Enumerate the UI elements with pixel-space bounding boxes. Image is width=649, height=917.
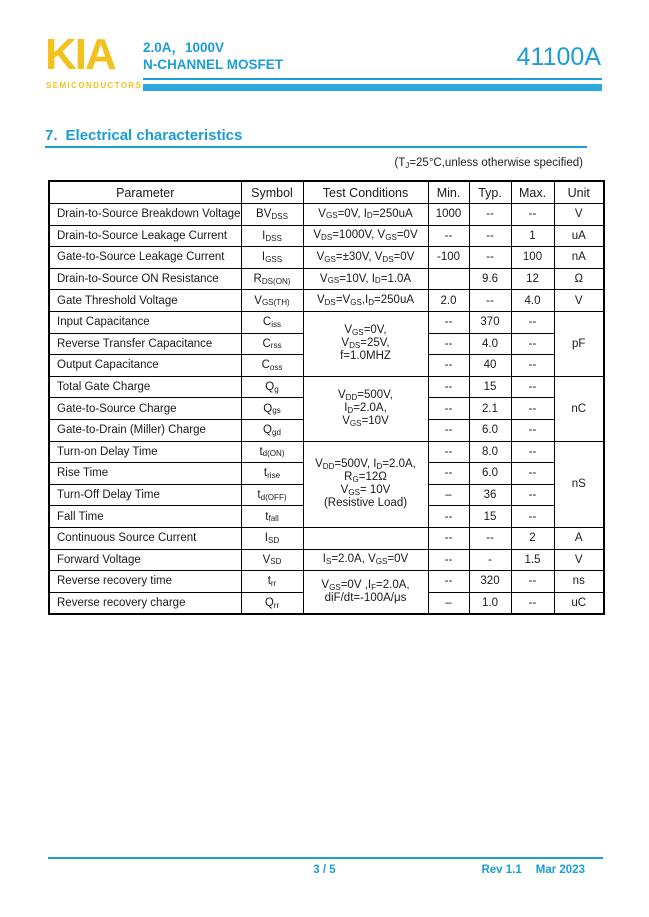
min-cell: -- [428, 225, 469, 247]
symbol-cell: $t_{rise}$ [241, 463, 303, 485]
part-number: 41100A [516, 43, 601, 71]
section-title [45, 127, 242, 144]
typ-cell: 6.0 [469, 463, 511, 485]
typ-cell: -- [469, 225, 511, 247]
parameter-cell: Gate-to-Drain (Miller) Charge [49, 419, 241, 441]
parameter-cell: Turn-Off Delay Time [49, 484, 241, 506]
min-cell: – [428, 484, 469, 506]
min-cell: -- [428, 311, 469, 333]
parameter-cell: Drain-to-Source ON Resistance [49, 268, 241, 290]
symbol-cell: $t_{d(ON)}$ [241, 441, 303, 463]
table-row [49, 549, 604, 571]
min-cell: -- [428, 376, 469, 398]
parameter-cell: Rise Time [49, 463, 241, 485]
min-cell: -- [428, 506, 469, 528]
min-cell: 2.0 [428, 290, 469, 312]
symbol-cell: $t_{fall}$ [241, 506, 303, 528]
conditions-cell: $V_{DD}=500V$, $I_D=2.0A$, $V_{GS}=10V$ [303, 376, 428, 441]
parameter-cell: Output Capacitance [49, 355, 241, 377]
min-cell: – [428, 592, 469, 614]
logo-subtitle: SEMICONDUCTORS [46, 81, 143, 90]
table-row [49, 376, 604, 398]
symbol-cell: $I_{GSS}$ [241, 247, 303, 269]
typ-cell: 4.0 [469, 333, 511, 355]
section-title-text: Electrical characteristics [65, 127, 243, 144]
header-rule-thin [143, 78, 602, 80]
typ-cell: 320 [469, 571, 511, 593]
unit-cell: uC [554, 592, 604, 614]
conditions-cell: $V_{DS}=V_{GS},I_D=250uA$ [303, 290, 428, 312]
conditions-cell: $V_{GS}=\pm 30V$, $V_{DS}=0V$ [303, 247, 428, 269]
unit-cell: V [554, 549, 604, 571]
kia-logo: KIA [45, 30, 115, 79]
unit-cell: pF [554, 311, 604, 376]
column-header-typ: Typ. [469, 181, 511, 204]
parameter-cell: Input Capacitance [49, 311, 241, 333]
conditions-cell: $I_S=2.0A$, $V_{GS}=0V$ [303, 549, 428, 571]
product-description [143, 39, 283, 73]
min-cell: 1000 [428, 204, 469, 226]
conditions-cell: $V_{GS}=0V$ $,I_F=2.0A$, diF/dt=-100A/μs [303, 571, 428, 615]
typ-cell: -- [469, 527, 511, 549]
min-cell: -- [428, 419, 469, 441]
parameter-cell: Continuous Source Current [49, 527, 241, 549]
typ-cell: 40 [469, 355, 511, 377]
min-cell: -- [428, 549, 469, 571]
revision-date: Mar 2023 [535, 864, 585, 876]
typ-cell: - [469, 549, 511, 571]
header-rule-thick [143, 84, 602, 91]
column-header-test-conditions: Test Conditions [303, 181, 428, 204]
typ-cell: -- [469, 204, 511, 226]
typ-cell: 370 [469, 311, 511, 333]
min-cell: -- [428, 463, 469, 485]
conditions-cell: $V_{GS}=0V$, $V_{DS}=25V$, f=1.0MHZ [303, 311, 428, 376]
column-header-unit: Unit [554, 181, 604, 204]
product-rating: 2.0A，1000V [143, 40, 225, 55]
max-cell: 100 [511, 247, 554, 269]
max-cell: -- [511, 398, 554, 420]
max-cell: -- [511, 484, 554, 506]
parameter-cell: Gate-to-Source Leakage Current [49, 247, 241, 269]
typ-cell: 15 [469, 506, 511, 528]
min-cell: -- [428, 355, 469, 377]
symbol-cell: $Q_{rr}$ [241, 592, 303, 614]
min-cell: -- [428, 441, 469, 463]
typ-cell: 36 [469, 484, 511, 506]
typ-cell: -- [469, 247, 511, 269]
unit-cell: nC [554, 376, 604, 441]
table-body [49, 204, 604, 615]
footer-rule [48, 857, 603, 859]
column-header-symbol: Symbol [241, 181, 303, 204]
table-header-row [49, 181, 604, 204]
symbol-cell: $V_{SD}$ [241, 549, 303, 571]
unit-cell: V [554, 290, 604, 312]
page-number: 3 / 5 [313, 864, 336, 876]
parameter-cell: Forward Voltage [49, 549, 241, 571]
section-number: 7. [45, 127, 58, 144]
max-cell: 1.5 [511, 549, 554, 571]
max-cell: 12 [511, 268, 554, 290]
typ-cell: 6.0 [469, 419, 511, 441]
min-cell: -- [428, 571, 469, 593]
unit-cell: Ω [554, 268, 604, 290]
parameter-cell: Drain-to-Source Leakage Current [49, 225, 241, 247]
symbol-cell: $C_{oss}$ [241, 355, 303, 377]
table-row [49, 268, 604, 290]
symbol-cell: $R_{DS(ON)}$ [241, 268, 303, 290]
table-row [49, 290, 604, 312]
symbol-cell: $I_{SD}$ [241, 527, 303, 549]
conditions-cell: $V_{GS}=10V$, $I_D=1.0A$ [303, 268, 428, 290]
max-cell: -- [511, 419, 554, 441]
max-cell: -- [511, 441, 554, 463]
product-type: N-CHANNEL MOSFET [143, 57, 283, 72]
parameter-cell: Reverse Transfer Capacitance [49, 333, 241, 355]
table-row [49, 225, 604, 247]
symbol-cell: $Q_{gd}$ [241, 419, 303, 441]
symbol-cell: $t_{rr}$ [241, 571, 303, 593]
conditions-cell: $V_{DS}=1000V$, $V_{GS}=0V$ [303, 225, 428, 247]
symbol-cell: $Q_{gs}$ [241, 398, 303, 420]
max-cell: -- [511, 204, 554, 226]
parameter-cell: Gate Threshold Voltage [49, 290, 241, 312]
min-cell [428, 268, 469, 290]
table-row [49, 311, 604, 333]
parameter-cell: Gate-to-Source Charge [49, 398, 241, 420]
max-cell: 2 [511, 527, 554, 549]
typ-cell: 1.0 [469, 592, 511, 614]
typ-cell: 9.6 [469, 268, 511, 290]
unit-cell: nS [554, 441, 604, 527]
max-cell: -- [511, 592, 554, 614]
unit-cell: A [554, 527, 604, 549]
conditions-cell: $V_{DD}=500V$, $I_D=2.0A$, $R_G=12\Omega$ $V_{GS}= 10V$ (Resistive Load) [303, 441, 428, 527]
symbol-cell: $C_{iss}$ [241, 311, 303, 333]
revision-info [481, 864, 585, 876]
max-cell: -- [511, 333, 554, 355]
max-cell: 1 [511, 225, 554, 247]
table-row [49, 247, 604, 269]
max-cell: -- [511, 311, 554, 333]
typ-cell: 8.0 [469, 441, 511, 463]
table-row [49, 527, 604, 549]
revision-number: Rev 1.1 [481, 864, 522, 876]
max-cell: -- [511, 506, 554, 528]
max-cell: -- [511, 463, 554, 485]
parameter-cell: Reverse recovery charge [49, 592, 241, 614]
table-row [49, 571, 604, 593]
table-row [49, 441, 604, 463]
min-cell: -100 [428, 247, 469, 269]
electrical-characteristics-table [48, 180, 605, 615]
column-header-parameter: Parameter [49, 181, 241, 204]
table-row [49, 204, 604, 226]
unit-cell: uA [554, 225, 604, 247]
unit-cell: V [554, 204, 604, 226]
max-cell: 4.0 [511, 290, 554, 312]
unit-cell: nA [554, 247, 604, 269]
conditions-cell [303, 527, 428, 549]
typ-cell: 15 [469, 376, 511, 398]
max-cell: -- [511, 376, 554, 398]
min-cell: -- [428, 527, 469, 549]
typ-cell: 2.1 [469, 398, 511, 420]
column-header-min: Min. [428, 181, 469, 204]
parameter-cell: Fall Time [49, 506, 241, 528]
symbol-cell: $BV_{DSS}$ [241, 204, 303, 226]
column-header-max: Max. [511, 181, 554, 204]
parameter-cell: Total Gate Charge [49, 376, 241, 398]
symbol-cell: $V_{GS(TH)}$ [241, 290, 303, 312]
min-cell: -- [428, 398, 469, 420]
unit-cell: ns [554, 571, 604, 593]
conditions-note: ($T_J=25^\circ C,unless$ otherwise specified) [394, 157, 583, 170]
section-underline [45, 146, 587, 148]
max-cell: -- [511, 571, 554, 593]
conditions-cell: $V_{GS}=0V$, $I_D=250uA$ [303, 204, 428, 226]
symbol-cell: $Q_g$ [241, 376, 303, 398]
symbol-cell: $C_{rss}$ [241, 333, 303, 355]
parameter-cell: Turn-on Delay Time [49, 441, 241, 463]
max-cell: -- [511, 355, 554, 377]
typ-cell: -- [469, 290, 511, 312]
parameter-cell: Drain-to-Source Breakdown Voltage [49, 204, 241, 226]
symbol-cell: $t_{d(OFF)}$ [241, 484, 303, 506]
symbol-cell: $I_{DSS}$ [241, 225, 303, 247]
parameter-cell: Reverse recovery time [49, 571, 241, 593]
min-cell: -- [428, 333, 469, 355]
